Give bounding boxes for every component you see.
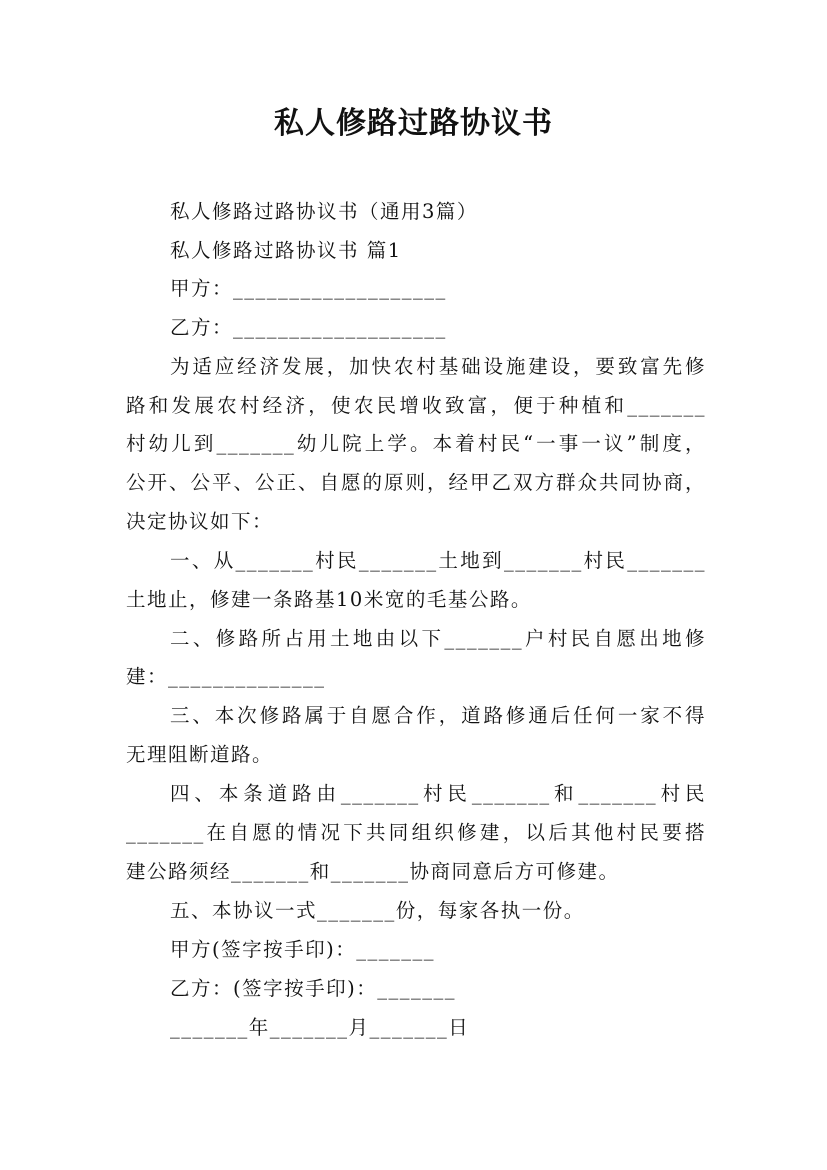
subtitle-line: 私人修路过路协议书（通用3篇） xyxy=(170,200,478,223)
clause-4-line: 四、本条道路由_______村民_______和_______村民 xyxy=(170,782,706,805)
clause-4-line: _______在自愿的情况下共同组织修建，以后其他村民要搭 xyxy=(126,821,706,844)
clause-3-line: 三、本次修路属于自愿合作，道路修通后任何一家不得 xyxy=(170,704,706,727)
document-title: 私人修路过路协议书 xyxy=(274,106,553,141)
clause-1-line: 一、从_______村民_______土地到_______村民_______ xyxy=(170,549,706,572)
clause-4-line: 建公路须经_______和_______协商同意后方可修建。 xyxy=(126,860,620,883)
clause-5-line: 五、本协议一式_______份，每家各执一份。 xyxy=(170,899,585,922)
paragraph-line: 村幼儿到_______幼儿院上学。本着村民“一事一议”制度， xyxy=(126,432,706,455)
clause-2-line: 二、修路所占用土地由以下_______户村民自愿出地修 xyxy=(170,627,706,650)
clause-3-line: 无理阻断道路。 xyxy=(126,743,274,766)
party-b-signature-line: 乙方：(签字按手印)：_______ xyxy=(170,977,456,1000)
party-b-line: 乙方：___________________ xyxy=(170,316,447,339)
paragraph-line: 路和发展农村经济，使农民增收致富，便于种植和_______ xyxy=(126,394,706,417)
clause-1-line: 土地止，修建一条路基10米宽的毛基公路。 xyxy=(126,588,532,611)
clause-2-line: 建：______________ xyxy=(126,665,326,688)
section-heading: 私人修路过路协议书 篇1 xyxy=(170,239,402,262)
paragraph-line: 决定协议如下： xyxy=(126,510,274,533)
date-line: _______年_______月_______日 xyxy=(170,1016,470,1039)
party-a-signature-line: 甲方(签字按手印)：_______ xyxy=(170,938,435,961)
paragraph-line: 为适应经济发展，加快农村基础设施建设，要致富先修 xyxy=(170,355,706,378)
paragraph-line: 公开、公平、公正、自愿的原则，经甲乙双方群众共同协商， xyxy=(126,471,706,494)
party-a-line: 甲方：___________________ xyxy=(170,277,447,300)
